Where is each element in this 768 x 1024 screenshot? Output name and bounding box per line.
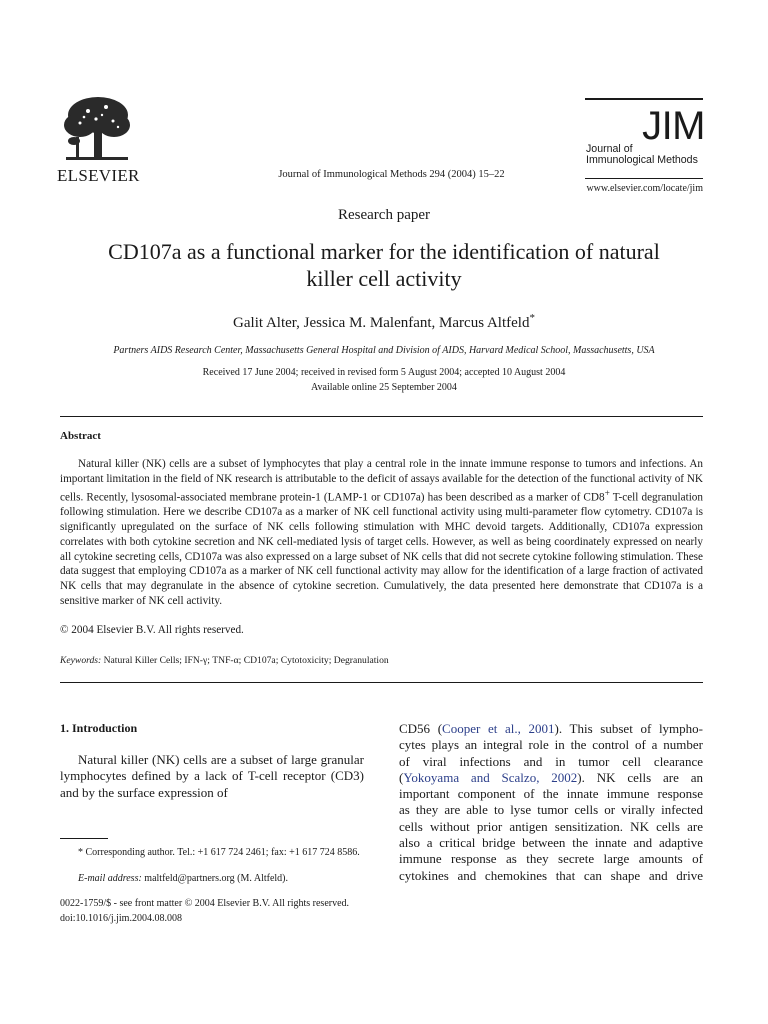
body-text-line [399, 737, 703, 753]
line-text: cytokines and chemokines that can shape and drive [399, 867, 703, 883]
body-text-line [399, 802, 703, 818]
introduction-left-paragraph: Natural killer (NK) cells are a subset of large granular lymphocytes defined by a lack of T-cell receptor (CD3) and by the surface expression of [60, 752, 364, 800]
body-text-line [399, 851, 703, 867]
jim-logo-name-line1: Journal of [586, 143, 633, 155]
abstract-heading: Abstract [60, 430, 101, 442]
author-names: Galit Alter, Jessica M. Malenfant, Marcus Altfeld [233, 315, 530, 331]
body-text-line [399, 721, 703, 737]
line-text: ). NK cells are an [577, 769, 703, 785]
line-text: of viral infections and in tumor cell clearance [399, 753, 703, 769]
line-text: also a critical bridge between the innate and adaptive [399, 835, 703, 851]
front-matter-line: 0022-1759/$ - see front matter © 2004 Elsevier B.V. All rights reserved. [60, 898, 350, 909]
line-text: ( [399, 769, 404, 785]
line-text: CD56 ( [399, 721, 443, 736]
jim-logo-top-rule [585, 98, 703, 100]
keywords-list: Natural Killer Cells; IFN-γ; TNF-α; CD107a; Cytotoxicity; Degranulation [103, 655, 389, 666]
received-dates: Received 17 June 2004; received in revised form 5 August 2004; accepted 10 August 2004 [202, 367, 566, 378]
corresponding-author-mark[interactable]: * [529, 312, 535, 324]
body-text-line [399, 754, 703, 770]
citation-link[interactable]: Yokoyama and Scalzo, 2002 [403, 769, 578, 785]
line-text: ). This subset of lympho- [554, 721, 703, 736]
email-address-link[interactable]: maltfeld@partners.org (M. Altfeld). [144, 873, 289, 884]
footnote-rule [60, 838, 108, 839]
corresponding-author-footnote: * Corresponding author. Tel.: +1 617 724 2461; fax: +1 617 724 8586. [78, 847, 360, 858]
publisher-name: ELSEVIER [57, 166, 140, 185]
abstract-bottom-rule [60, 682, 703, 683]
keywords-label: Keywords: [60, 655, 102, 666]
doi-line[interactable]: doi:10.1016/j.jim.2004.08.008 [60, 913, 182, 924]
article-title [60, 238, 708, 292]
email-label: E-mail address: [78, 873, 142, 884]
author-affiliation: Partners AIDS Research Center, Massachusetts General Hospital and Division of AIDS, Harvard Medical School, Massachusetts, USA [113, 345, 655, 356]
body-text-line [399, 786, 703, 802]
abstract-top-rule [60, 416, 703, 417]
line-text: as they are able to lyse tumor cells or virally infected [399, 802, 703, 818]
article-type: Research paper [337, 207, 431, 223]
journal-reference: Journal of Immunological Methods 294 (2004) 15–22 [278, 169, 505, 180]
jim-logo-letters: JIM [642, 104, 705, 148]
author-list [0, 312, 768, 332]
introduction-right-column [399, 721, 703, 884]
body-text-line [399, 770, 703, 786]
line-text: immune response as they secrete large amounts of [399, 851, 703, 867]
article-title-line1: CD107a as a functional marker for the identification of natural [108, 239, 660, 264]
body-text-line [399, 835, 703, 851]
abstract-superscript: + [604, 488, 610, 499]
introduction-heading: 1. Introduction [60, 721, 138, 735]
front-matter-info [60, 896, 349, 926]
abstract-text-part1: Natural killer (NK) cells are a subset of lymphocytes that play a central role in the innate immune response to tumors and infections. An important limitation in the field of NK research is attributable to the deficit of assays available for the detection of the functional activity of NK cells. Recently, lysosomal-associated membrane protein-1 (LAMP-1 or CD107a) has been described as a marker of CD8 [60, 458, 703, 504]
keywords-line [60, 655, 389, 666]
online-date: Available online 25 September 2004 [311, 382, 457, 393]
article-title-line2: killer cell activity [306, 266, 462, 291]
line-text: important component of the innate immune response [399, 786, 703, 802]
abstract-text [60, 457, 703, 609]
line-text: cells without prior antigen sensitization. NK cells are [399, 818, 703, 834]
email-footnote [78, 873, 288, 884]
article-dates [0, 365, 768, 395]
body-text-line [399, 868, 703, 884]
abstract-text-part2: T-cell degranulation following stimulation. Here we describe CD107a as a marker of NK cell functional activity using multi-parameter flow cytometry. CD107a is significantly upregulated on the surface of NK cells following stimulation with MHC devoid targets. Additionally, CD107a expression correlates with both cytokine secretion and NK cell-mediated lysis of target cells. However, as well as being coordinately expressed on nearly all cytokine secreting cells, CD107a was also expressed on a large subset of NK cells that did not secrete cytokine following stimulation. These data suggest that employing CD107a as a marker of NK cell functional activity may allow for the identification of a large fraction of activated NK cells that may degranulate in the absence of cytokine secretion. Cumulatively, the data presented here demonstrate that CD107a is a sensitive marker of NK cell activity. [60, 491, 703, 607]
line-text: cytes plays an integral role in the control of a number [399, 737, 703, 753]
citation-link[interactable]: Cooper et al., 2001 [442, 721, 555, 736]
jim-logo-journal-name [586, 144, 706, 165]
jim-logo-name-line2: Immunological Methods [586, 153, 698, 166]
journal-url-link[interactable]: www.elsevier.com/locate/jim [586, 183, 703, 194]
body-text-line [399, 819, 703, 835]
jim-logo-bottom-rule [585, 178, 703, 179]
abstract-copyright: © 2004 Elsevier B.V. All rights reserved. [60, 624, 244, 636]
